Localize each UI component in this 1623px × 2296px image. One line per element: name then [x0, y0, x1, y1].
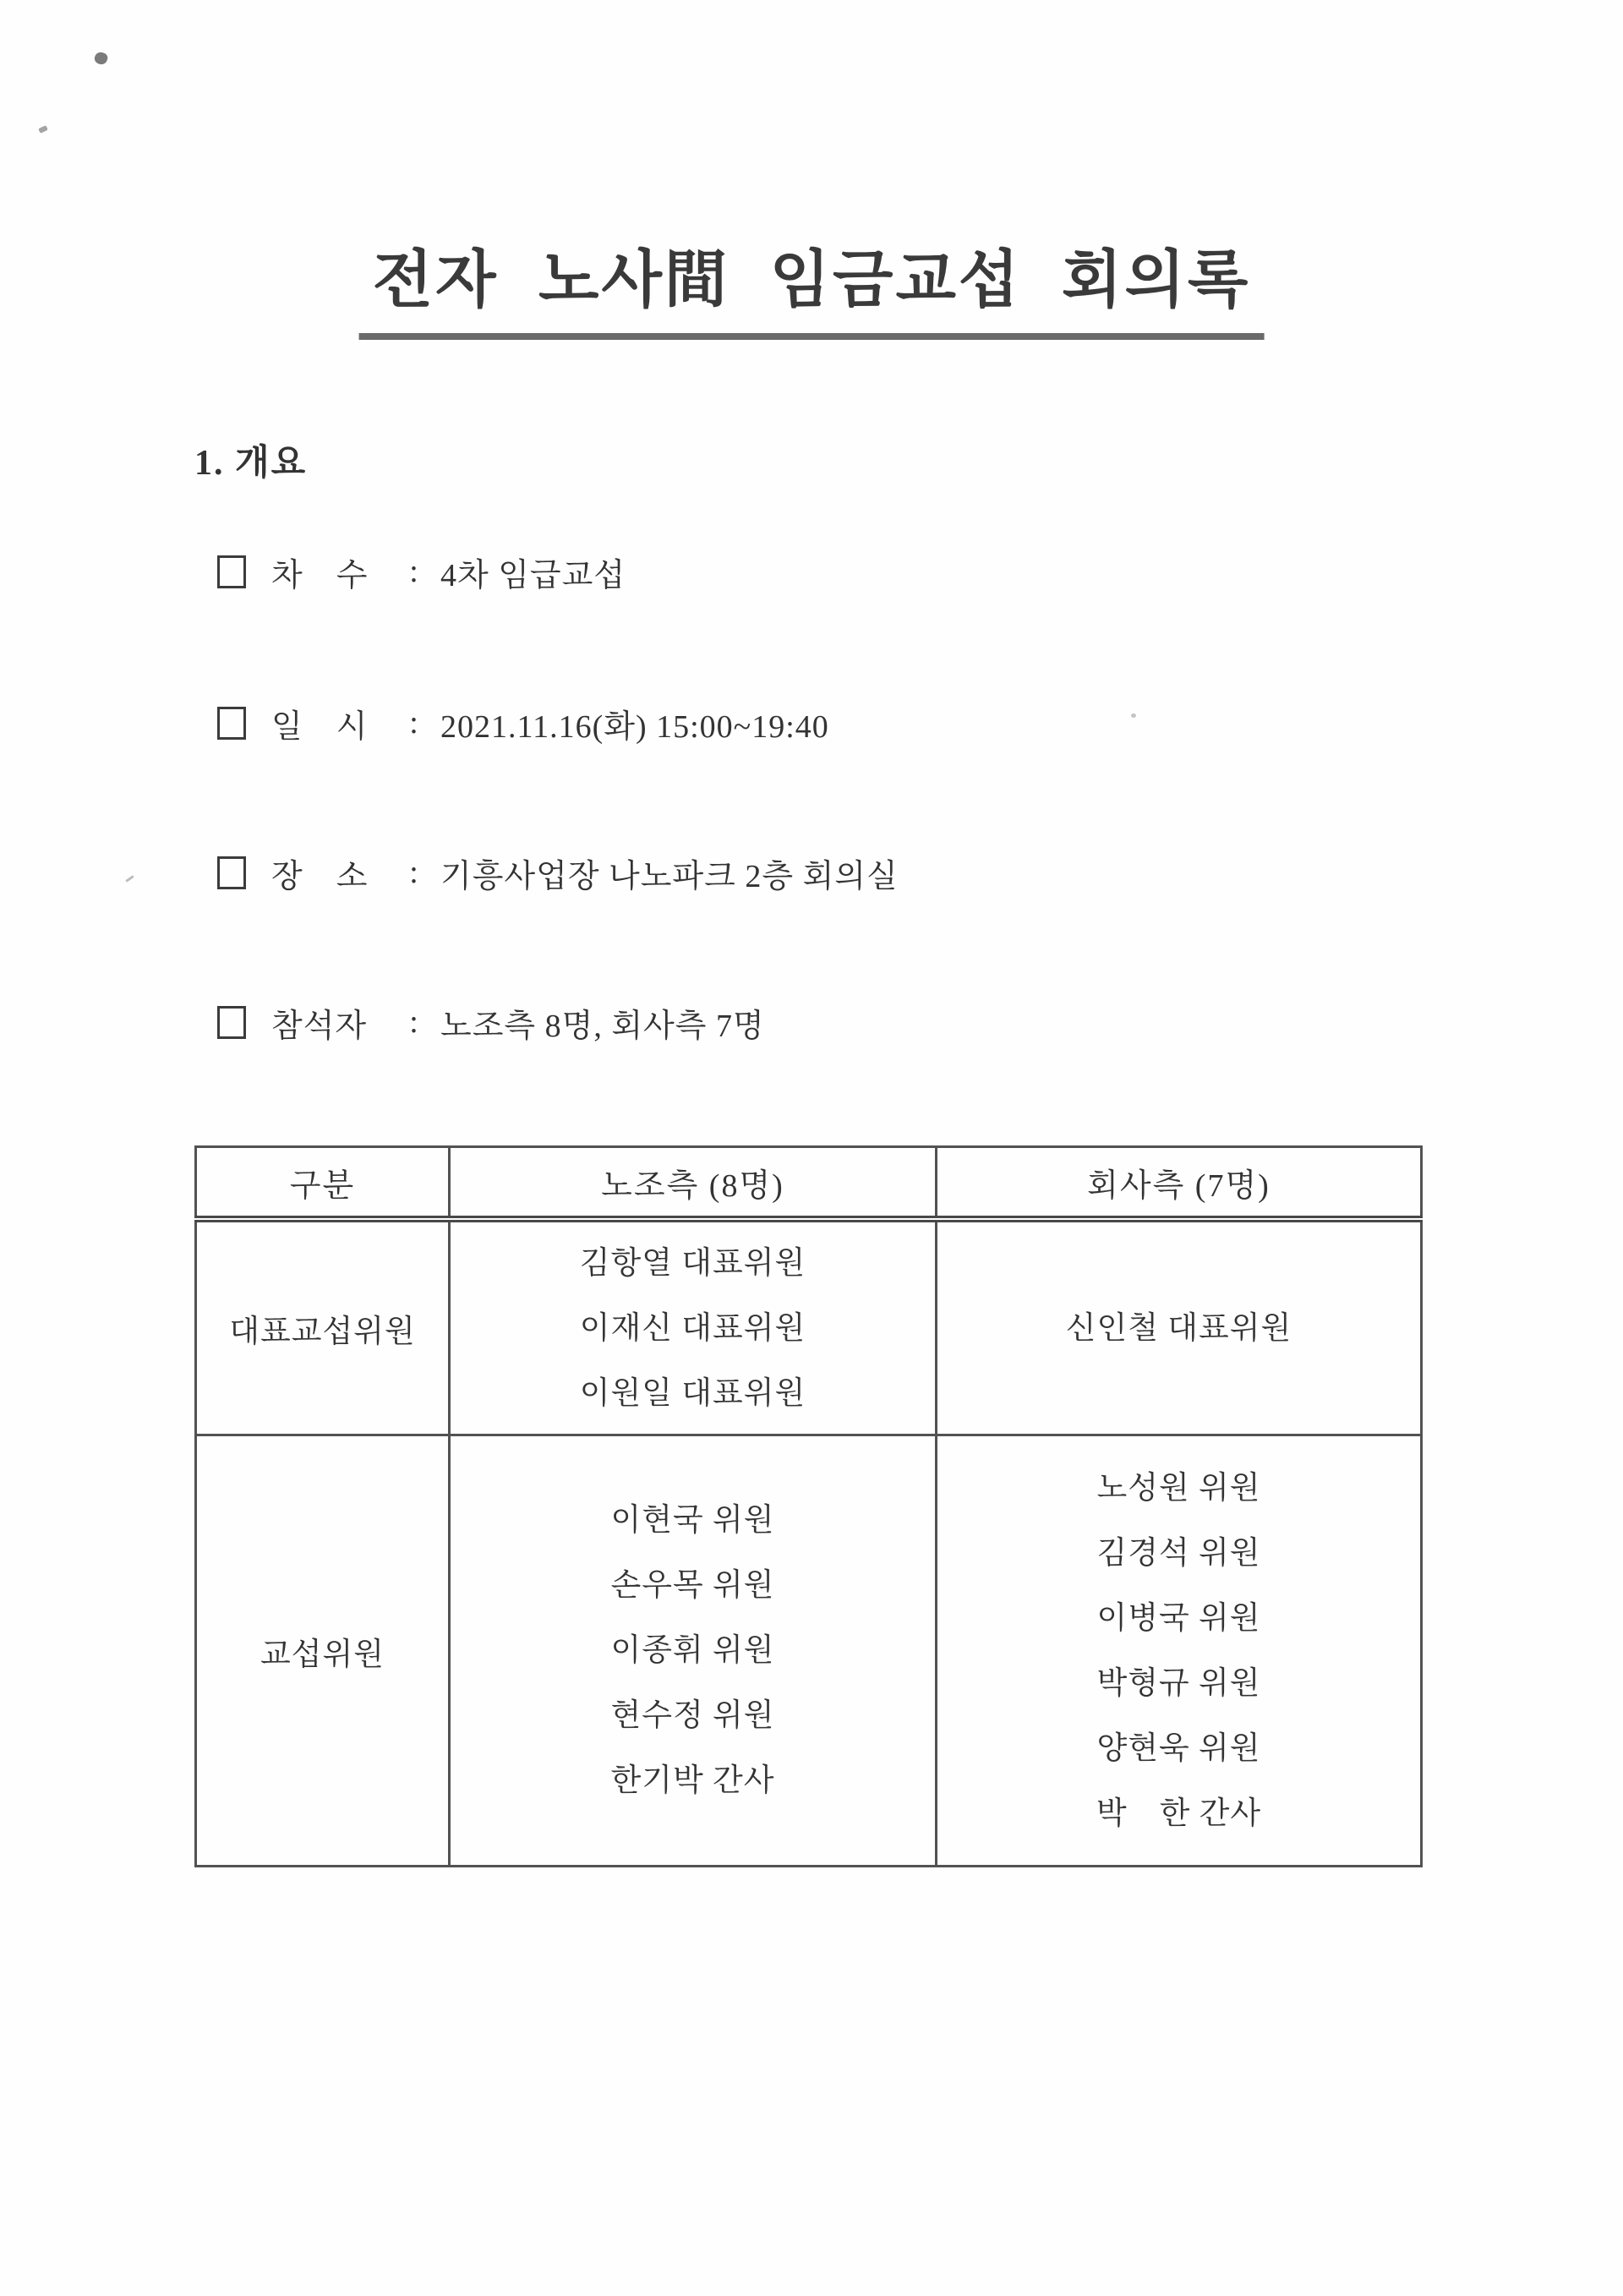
overview-item-attendees: [217, 1003, 765, 1044]
item-label: 일 시: [271, 708, 369, 745]
checkbox-icon: [217, 1006, 246, 1039]
member-name: 이재신 대표위원: [579, 1310, 806, 1346]
overview-item-place: [217, 853, 899, 892]
company-members-cell: [937, 1219, 1422, 1435]
header-cell-company: 회사측 (7명): [937, 1147, 1422, 1220]
header-cell-category: 구분: [196, 1147, 450, 1220]
category-cell: 대표교섭위원: [196, 1219, 450, 1435]
member-name: 이현국 위원: [610, 1503, 775, 1538]
item-separator: :: [409, 554, 419, 589]
scan-speck: [1131, 713, 1136, 718]
document-title-underline: [359, 246, 1265, 340]
participants-table: [194, 1145, 1423, 1867]
category-cell: 교섭위원: [196, 1435, 450, 1867]
overview-item-round: [217, 552, 626, 591]
section-heading-overview: 1. 개요: [194, 444, 308, 483]
item-separator: :: [409, 705, 419, 741]
participants-table-wrap: [194, 1145, 1423, 1867]
member-name: 박 한 간사: [1096, 1796, 1262, 1831]
member-name: 이병국 위원: [1096, 1600, 1261, 1636]
member-name: 손우목 위원: [610, 1568, 775, 1603]
member-name: 김항열 대표위원: [579, 1245, 806, 1281]
member-name: 박형규 위원: [1096, 1665, 1261, 1701]
member-name: 한기박 간사: [610, 1763, 775, 1798]
header-cell-union: 노조측 (8명): [450, 1147, 937, 1220]
checkbox-icon: [217, 555, 246, 588]
table-row-chief-negotiators: [196, 1219, 1422, 1435]
item-label: 참석자: [271, 1008, 368, 1044]
item-value: 기흥사업장 나노파크 2층 회의실: [440, 858, 899, 894]
member-name: 이원일 대표위원: [579, 1375, 806, 1411]
table-row-negotiators: [196, 1435, 1422, 1867]
checkbox-icon: [217, 856, 246, 889]
item-value: 4차 임급교섭: [440, 557, 626, 593]
scan-speck: [38, 125, 48, 134]
member-name: 이종휘 위원: [610, 1633, 775, 1668]
member-name: 김경석 위원: [1096, 1535, 1261, 1571]
table-header-row: [196, 1147, 1422, 1220]
item-value: 2021.11.16(화) 15:00~19:40: [440, 708, 829, 745]
scan-speck: [125, 875, 134, 883]
member-name: 양현욱 위원: [1096, 1730, 1261, 1766]
member-name: 신인철 대표위원: [1065, 1310, 1292, 1346]
union-members-cell: [450, 1435, 937, 1867]
item-separator: :: [409, 1004, 419, 1040]
item-value: 노조측 8명, 회사측 7명: [440, 1008, 765, 1044]
company-members-cell: [937, 1435, 1422, 1867]
union-members-cell: [450, 1219, 937, 1435]
item-label: 장 소: [271, 858, 369, 894]
item-separator: :: [409, 855, 419, 890]
item-label: 차 수: [271, 557, 369, 593]
overview-item-datetime: [217, 703, 829, 745]
scan-speck: [93, 51, 109, 66]
checkbox-icon: [217, 707, 246, 740]
member-name: 현수정 위원: [610, 1698, 775, 1733]
member-name: 노성원 위원: [1096, 1470, 1261, 1506]
document-title: 전자 노사間 임금교섭 회의록: [372, 246, 1251, 315]
